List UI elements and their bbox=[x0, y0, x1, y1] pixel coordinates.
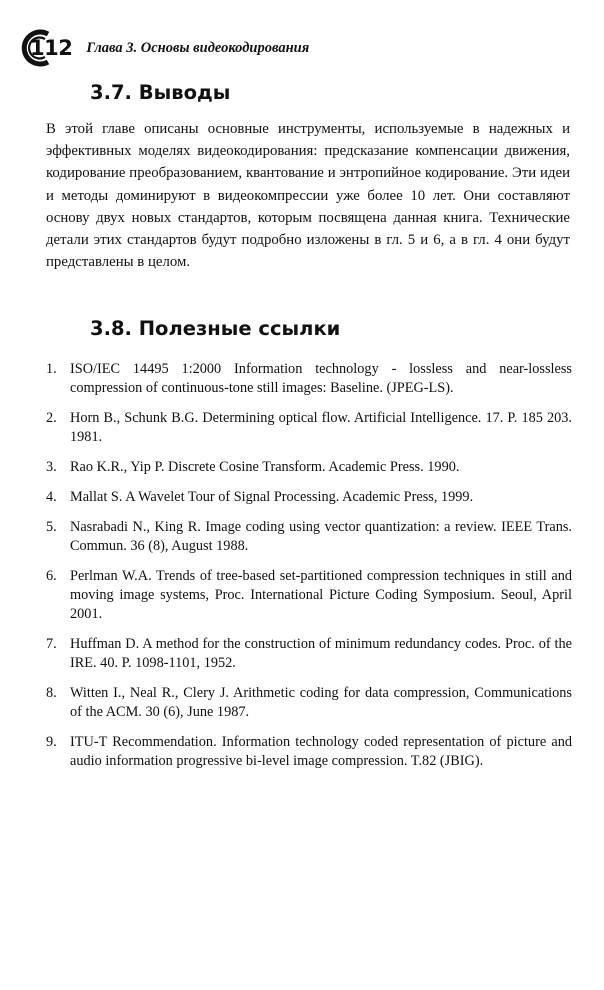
reference-number: 4. bbox=[46, 489, 57, 505]
reference-item bbox=[0, 458, 604, 477]
reference-text: Rao K.R., Yip P. Discrete Cosine Transform. Academic Press. 1990. bbox=[70, 459, 460, 475]
reference-item bbox=[0, 684, 604, 722]
reference-number: 6. bbox=[46, 568, 57, 584]
reference-number: 8. bbox=[46, 685, 57, 701]
reference-text: Witten I., Neal R., Clery J. Arithmetic coding for data compression, Communications of the ACM. 30 (6), June 1987. bbox=[70, 685, 572, 720]
reference-number: 5. bbox=[46, 519, 57, 535]
reference-text: Mallat S. A Wavelet Tour of Signal Processing. Academic Press, 1999. bbox=[70, 489, 474, 505]
reference-text: ITU-T Recommendation. Information technology coded representation of picture and audio information progressive bi-level image compression. T.82 (JBIG). bbox=[70, 734, 572, 769]
reference-text: Nasrabadi N., King R. Image coding using vector quantization: a review. IEEE Trans. Commun. 36 (8), August 1988. bbox=[70, 519, 572, 554]
reference-item bbox=[0, 488, 604, 507]
reference-text: Huffman D. A method for the construction of minimum redundancy codes. Proc. of the IRE. 40. P. 1098-1101, 1952. bbox=[70, 636, 572, 671]
reference-item bbox=[0, 567, 604, 624]
reference-text: Perlman W.A. Trends of tree-based set-partitioned compression techniques in still and moving image systems, Proc. International Picture Coding Symposium. Seoul, April 2001. bbox=[70, 568, 572, 622]
running-head bbox=[18, 28, 309, 68]
reference-item bbox=[0, 635, 604, 673]
reference-item bbox=[0, 409, 604, 447]
reference-text: Horn B., Schunk B.G. Determining optical flow. Artificial Intelligence. 17. P. 185 203. 1981. bbox=[70, 410, 572, 445]
reference-number: 1. bbox=[46, 361, 57, 377]
reference-number: 7. bbox=[46, 636, 57, 652]
section-heading-references: 3.8. Полезные ссылки bbox=[90, 317, 341, 340]
running-title: Глава 3. Основы видеокодирования bbox=[86, 39, 310, 56]
page-number: 112 bbox=[30, 35, 73, 60]
reference-number: 3. bbox=[46, 459, 57, 475]
reference-number: 9. bbox=[46, 734, 57, 750]
reference-text: ISO/IEC 14495 1:2000 Information technology - lossless and near-lossless compression of continuous-tone still images: Baseline. (JPEG-LS). bbox=[70, 361, 572, 396]
reference-item bbox=[0, 518, 604, 556]
reference-item bbox=[0, 360, 604, 398]
reference-list bbox=[0, 360, 604, 782]
reference-number: 2. bbox=[46, 410, 57, 426]
body-paragraph: В этой главе описаны основные инструменты, используемые в надежных и эффективных моделях видеокодирования: предсказание компенсации движения, кодирование преобразованием, квантование и энтропийное кодирование. Эти идеи и методы доминируют в видеокомпрессии уже более 10 лет. Они составляют основу двух новых стандартов, которым посвящена данная книга. Технические детали этих стандартов будут подробно изложены в гл. 5 и 6, а в гл. 4 они будут представлены в целом. bbox=[46, 121, 570, 271]
reference-item bbox=[0, 733, 604, 771]
section-heading-conclusions: 3.7. Выводы bbox=[90, 81, 231, 104]
